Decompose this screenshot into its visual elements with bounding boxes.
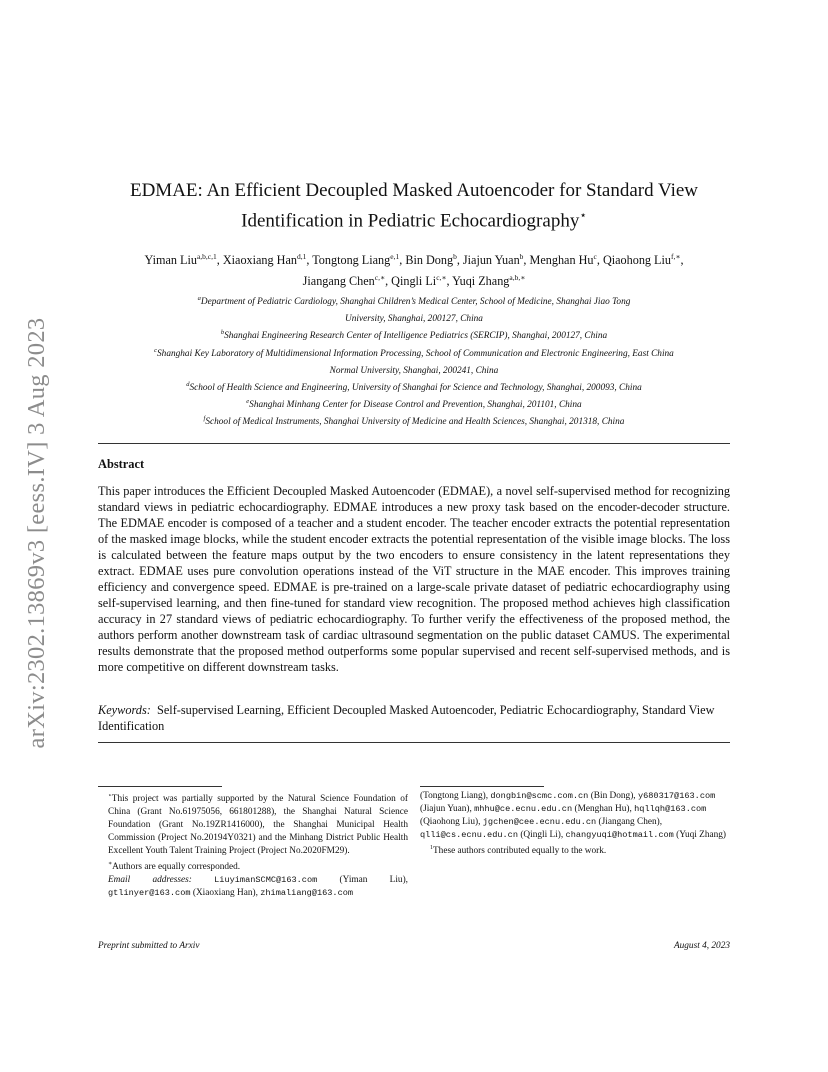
email-footnote: Email addresses: LiuyimanSCMC@163.com (Yiman Liu), gtlinyer@163.com (Xiaoxiang Han), zhimaliang@163.com <box>108 875 408 899</box>
footnotes-right-column <box>420 790 732 858</box>
email-address[interactable]: hqllqh@163.com <box>634 804 707 814</box>
author: Tongtong Liang$^{e,1}$ <box>312 252 400 268</box>
keywords-label: Keywords: <box>98 703 151 717</box>
email-address[interactable]: y680317@163.com <box>637 791 716 801</box>
author: Qiaohong Liu$^{f,∗}$ <box>602 252 681 268</box>
author-line-2: Jiangang Chen$^{c,∗}$, Qingli $Li^{c,∗}$, Yuqi Zhang$^{a,b,∗}$ <box>302 273 526 289</box>
abstract-heading: Abstract <box>98 457 145 471</box>
keywords-text: Self-supervised Learning, Efficient Decoupled Masked Autoencoder, Pediatric Echocardiography, Standard View Identification <box>98 703 715 733</box>
affiliation-line: $^e$Shanghai Minhang Center for Disease Control and Prevention, Shanghai, 201101, China <box>246 398 582 411</box>
title-line-1: EDMAE: An Efficient Decoupled Masked Autoencoder for Standard View <box>129 180 698 201</box>
email-address[interactable]: gtlinyer@163.com <box>108 888 191 899</box>
footnote-rule-right <box>420 786 544 787</box>
affiliation-line: $^d$School of Health Science and Engineering, University of Shanghai for Science and Technology, Shanghai, 200093, China <box>186 380 642 394</box>
author-line-1: Yiman Liu$^{a,b,c,1}$, Xiaoxiang Han$^{d,1}$, Tongtong Liang$^{e,1}$, Bin Dong$^b$, Jiajun Yuan$^b$, Menghan Hu$^c$, Qiaohong Liu$^{f,∗}$, <box>144 252 684 268</box>
title-star-mark: ⋆ <box>579 208 587 222</box>
email-address[interactable]: zhimaliang@163.com <box>260 888 354 899</box>
affiliation-line: $^b$Shanghai Engineering Research Center of Intelligence Pediatrics (SERCIP), Shanghai, 200127, China <box>220 329 608 342</box>
affiliation-line: Normal University, Shanghai, 200241, China <box>329 365 499 376</box>
arxiv-identifier: arXiv:2302.13869v3 [eess.IV] 3 Aug 2023 <box>23 317 50 749</box>
author: Bin Dong$^b$ <box>405 252 457 268</box>
author-list <box>100 248 728 290</box>
abstract-body: This paper introduces the Efficient Decoupled Masked Autoencoder (EDMAE), a novel self-supervised method for recognizing standard views in pediatric echocardiography. EDMAE introduces a new proxy task based on the encoder-decoder structure. The EDMAE encoder is composed of a teacher and a student encoder. The teacher encoder extracts the potential representation of the masked image blocks, while the student encoder extracts the potential representation of the visible image blocks. The loss is calculated between the feature maps output by the two encoders to ensure consistency in the latent representations they extract. EDMAE uses pure convolution operations instead of the ViT structure in the MAE encoder. This improves training efficiency and convergence speed. EDMAE is pre-trained on a large-scale private dataset of pediatric echocardiography using self-supervised learning, and then fine-tuned for standard view recognition. The proposed method achieves high classification accuracy in 27 standard views of pediatric echocardiography. To further verify the effectiveness of the proposed method, the authors perform another downstream task of cardiac ultrasound segmentation on the public dataset CAMUS. The experimental results demonstrate that the proposed method outperforms some popular supervised and recent self-supervised methods, and is more competitive on different downstream tasks. <box>98 484 730 674</box>
corresponding-footnote: ∗Authors are equally corresponded. <box>108 861 241 873</box>
footnotes-left-column <box>98 790 408 900</box>
author: Jiangang Chen$^{c,∗}$ <box>302 273 386 289</box>
title-line-2-text: Identification in Pediatric Echocardiography <box>241 210 580 232</box>
funding-footnote: ⋆This project was partially supported by the Natural Science Foundation of China (Grant No.61975056, 661801288), the Shanghai Natural Science Foundation (Grant No.19ZR1416000), the Shanghai Municipal Health Commission (Project No.20194Y0321) and the Minhang District Public Health Excellent Youth Talent Training Project (Project No.2020FM29). <box>108 793 408 857</box>
author: Jiajun Yuan$^b$ <box>462 252 524 268</box>
author: Yiman Liu$^{a,b,c,1}$ <box>144 252 217 268</box>
keywords <box>98 702 730 734</box>
email-address[interactable]: LiuyimanSCMC@163.com <box>214 875 318 886</box>
paper-title <box>100 178 728 233</box>
email-address[interactable]: jgchen@cee.ecnu.edu.cn <box>482 817 597 827</box>
email-address[interactable]: qlli@cs.ecnu.edu.cn <box>420 830 518 840</box>
preprint-date: August 4, 2023 <box>673 941 730 951</box>
affiliation-line: $^f$School of Medical Instruments, Shanghai University of Medicine and Health Sciences, Shanghai, 201318, China <box>203 415 625 428</box>
affiliations <box>100 292 728 430</box>
title-line-2 <box>100 203 728 233</box>
affiliation-line: $^c$Shanghai Key Laboratory of Multidimensional Information Processing, School of Communication and Electronic Engineering, East China <box>154 346 674 359</box>
footnote-rule-left <box>98 786 222 787</box>
abstract-bottom-rule <box>98 742 730 743</box>
email-address[interactable]: dongbin@scmc.com.cn <box>490 791 589 801</box>
affiliation-line: $^a$Department of Pediatric Cardiology, Shanghai Children’s Medical Center, School of Medicine, Shanghai Jiao Tong <box>197 295 631 308</box>
author: Xiaoxiang Han$^{d,1}$ <box>222 252 307 268</box>
preprint-note: Preprint submitted to Arxiv <box>98 941 200 951</box>
author: Qingli $Li^{c,∗}$ <box>391 273 447 289</box>
equal-contribution-footnote: $^1$These authors contributed equally to the work. <box>430 845 607 857</box>
affiliation-line: University, Shanghai, 200127, China <box>345 314 483 325</box>
email-address[interactable]: changyuqi@hotmail.com <box>565 830 674 840</box>
author: Menghan Hu$^c$ <box>529 252 597 268</box>
author: Yuqi Zhang$^{a,b,∗}$ <box>452 273 526 289</box>
email-address[interactable]: mhhu@ce.ecnu.edu.cn <box>474 804 573 814</box>
email-footnote-continued: (Tongtong Liang), dongbin@scmc.com.cn (Bin Dong), y680317@163.com (Jiajun Yuan), mhhu@ce.ecnu.edu.cn (Menghan Hu), hqllqh@163.com (Qiaohong Liu), jgchen@cee.ecnu.edu.cn (Jiangang Chen), qlli@cs.ecnu.edu.cn (Qingli Li), changyuqi@hotmail.com (Yuqi Zhang) <box>420 791 727 840</box>
abstract-top-rule <box>98 443 730 444</box>
